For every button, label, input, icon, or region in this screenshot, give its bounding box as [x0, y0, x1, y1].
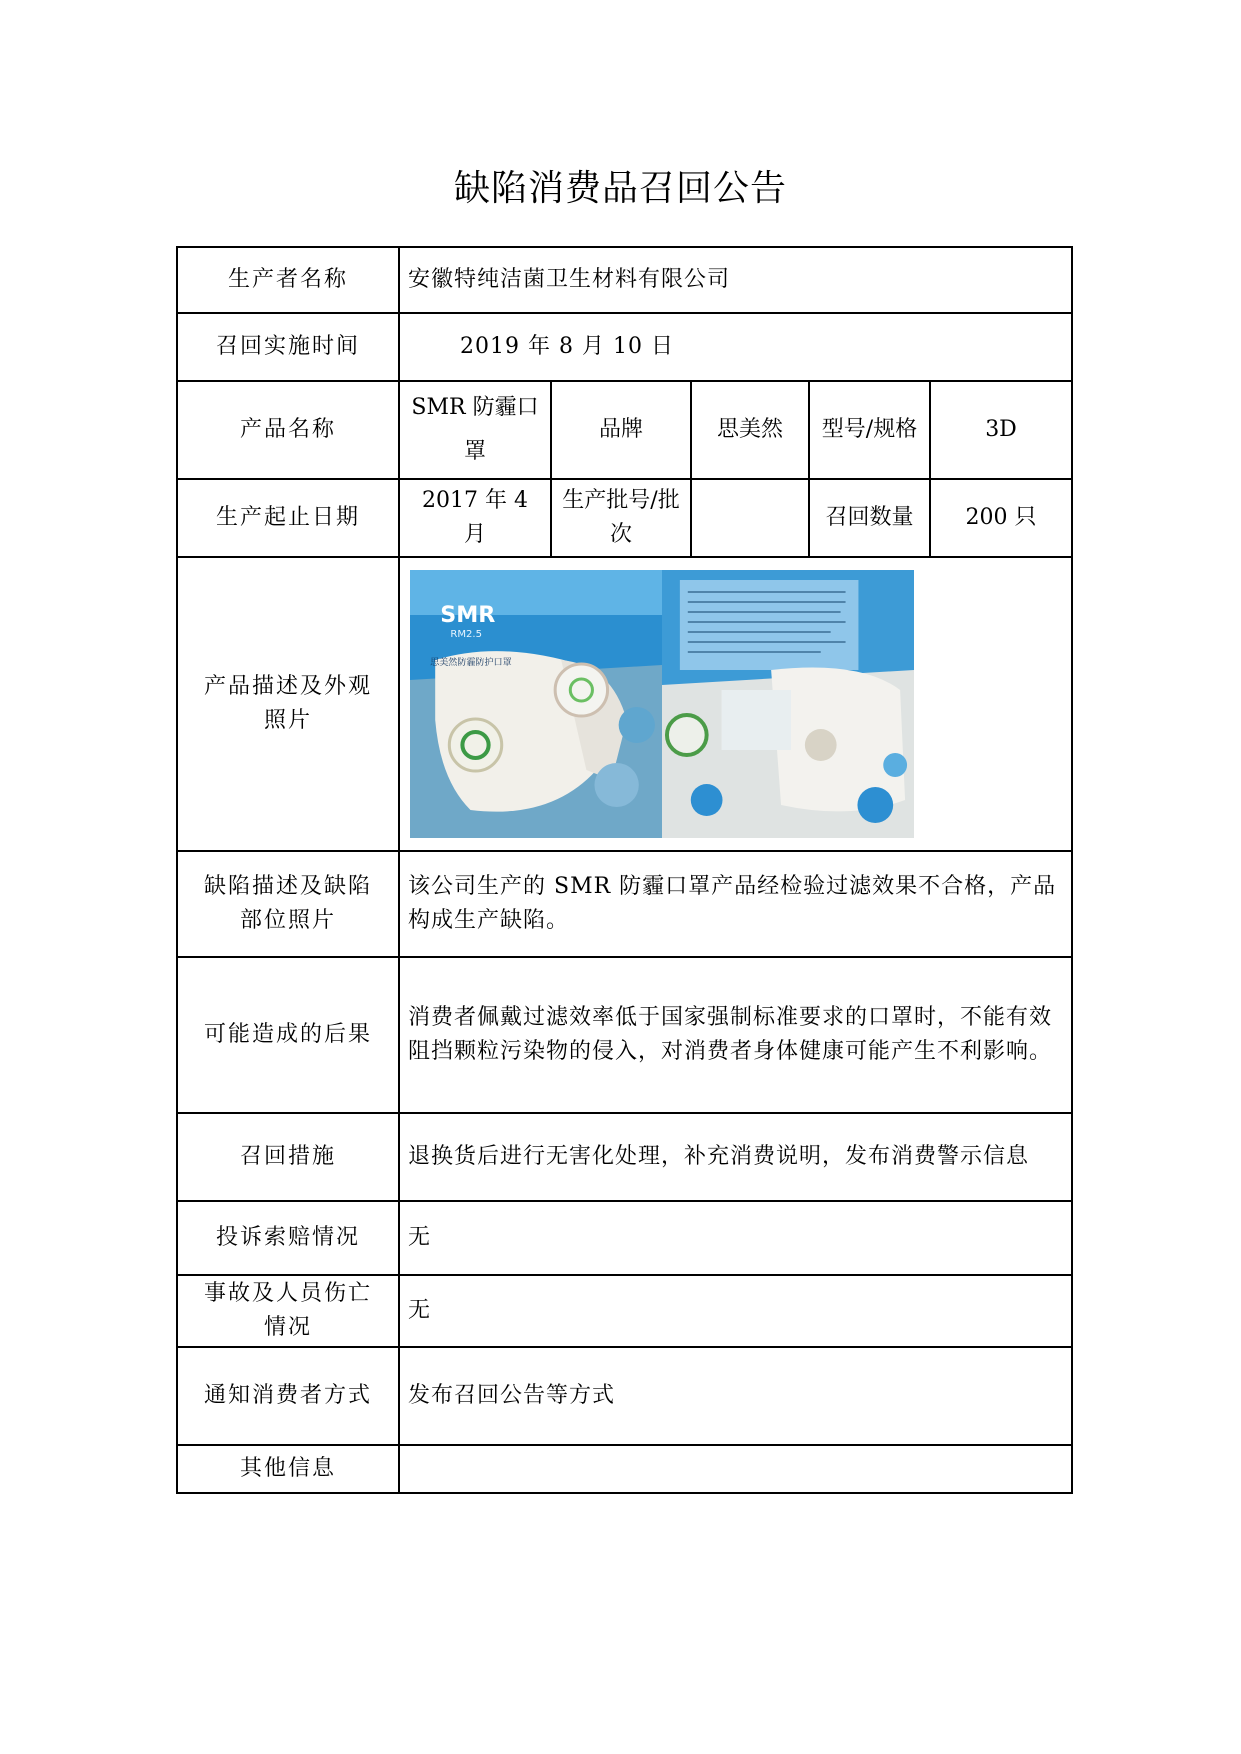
accident-value: 无	[399, 1275, 1072, 1347]
product-name-label: 产品名称	[177, 381, 399, 479]
product-name-value: SMR 防霾口罩	[399, 381, 551, 479]
row-consequence	[177, 957, 1072, 1113]
package-model: RM2.5	[450, 629, 483, 640]
recall-notice-table	[176, 246, 1073, 1494]
accident-label: 事故及人员伤亡情况	[177, 1275, 399, 1347]
producer-label: 生产者名称	[177, 247, 399, 313]
product-photo-cell	[399, 557, 1072, 851]
row-defect	[177, 851, 1072, 957]
brand-value: 思美然	[691, 381, 809, 479]
complaint-value: 无	[399, 1201, 1072, 1275]
recall-qty-value: 200 只	[930, 479, 1072, 557]
measures-value: 退换货后进行无害化处理，补充消费说明，发布消费警示信息	[399, 1113, 1072, 1201]
row-accident	[177, 1275, 1072, 1347]
model-value: 3D	[930, 381, 1072, 479]
package-caption: 思美然防霾防护口罩	[430, 658, 512, 668]
row-photo	[177, 557, 1072, 851]
batch-value	[691, 479, 809, 557]
row-production	[177, 479, 1072, 557]
other-value	[399, 1445, 1072, 1493]
recall-time-label: 召回实施时间	[177, 313, 399, 381]
row-measures	[177, 1113, 1072, 1201]
row-complaint	[177, 1201, 1072, 1275]
row-producer	[177, 247, 1072, 313]
defect-label: 缺陷描述及缺陷部位照片	[177, 851, 399, 957]
defect-value: 该公司生产的 SMR 防霾口罩产品经检验过滤效果不合格，产品构成生产缺陷。	[399, 851, 1072, 957]
producer-value: 安徽特纯洁菌卫生材料有限公司	[399, 247, 1072, 313]
product-photos	[410, 570, 914, 838]
row-notify	[177, 1347, 1072, 1445]
notify-value: 发布召回公告等方式	[399, 1347, 1072, 1445]
batch-label: 生产批号/批次	[551, 479, 691, 557]
package-brand: SMR	[440, 603, 496, 628]
recall-time-value: 2019 年 8 月 10 日	[399, 313, 1072, 381]
page-title: 缺陷消费品召回公告	[453, 168, 787, 209]
product-photo-front	[410, 570, 662, 838]
recall-qty-label: 召回数量	[809, 479, 930, 557]
notify-label: 通知消费者方式	[177, 1347, 399, 1445]
row-recall-time	[177, 313, 1072, 381]
other-label: 其他信息	[177, 1445, 399, 1493]
measures-label: 召回措施	[177, 1113, 399, 1201]
consequence-label: 可能造成的后果	[177, 957, 399, 1113]
brand-label: 品牌	[551, 381, 691, 479]
production-date-label: 生产起止日期	[177, 479, 399, 557]
consequence-value: 消费者佩戴过滤效率低于国家强制标准要求的口罩时，不能有效阻挡颗粒污染物的侵入，对消费者身体健康可能产生不利影响。	[399, 957, 1072, 1113]
photo-label: 产品描述及外观照片	[177, 557, 399, 851]
row-other	[177, 1445, 1072, 1493]
product-photo-back	[662, 570, 914, 838]
model-label: 型号/规格	[809, 381, 930, 479]
complaint-label: 投诉索赔情况	[177, 1201, 399, 1275]
row-product	[177, 381, 1072, 479]
production-date-value: 2017 年 4 月	[399, 479, 551, 557]
